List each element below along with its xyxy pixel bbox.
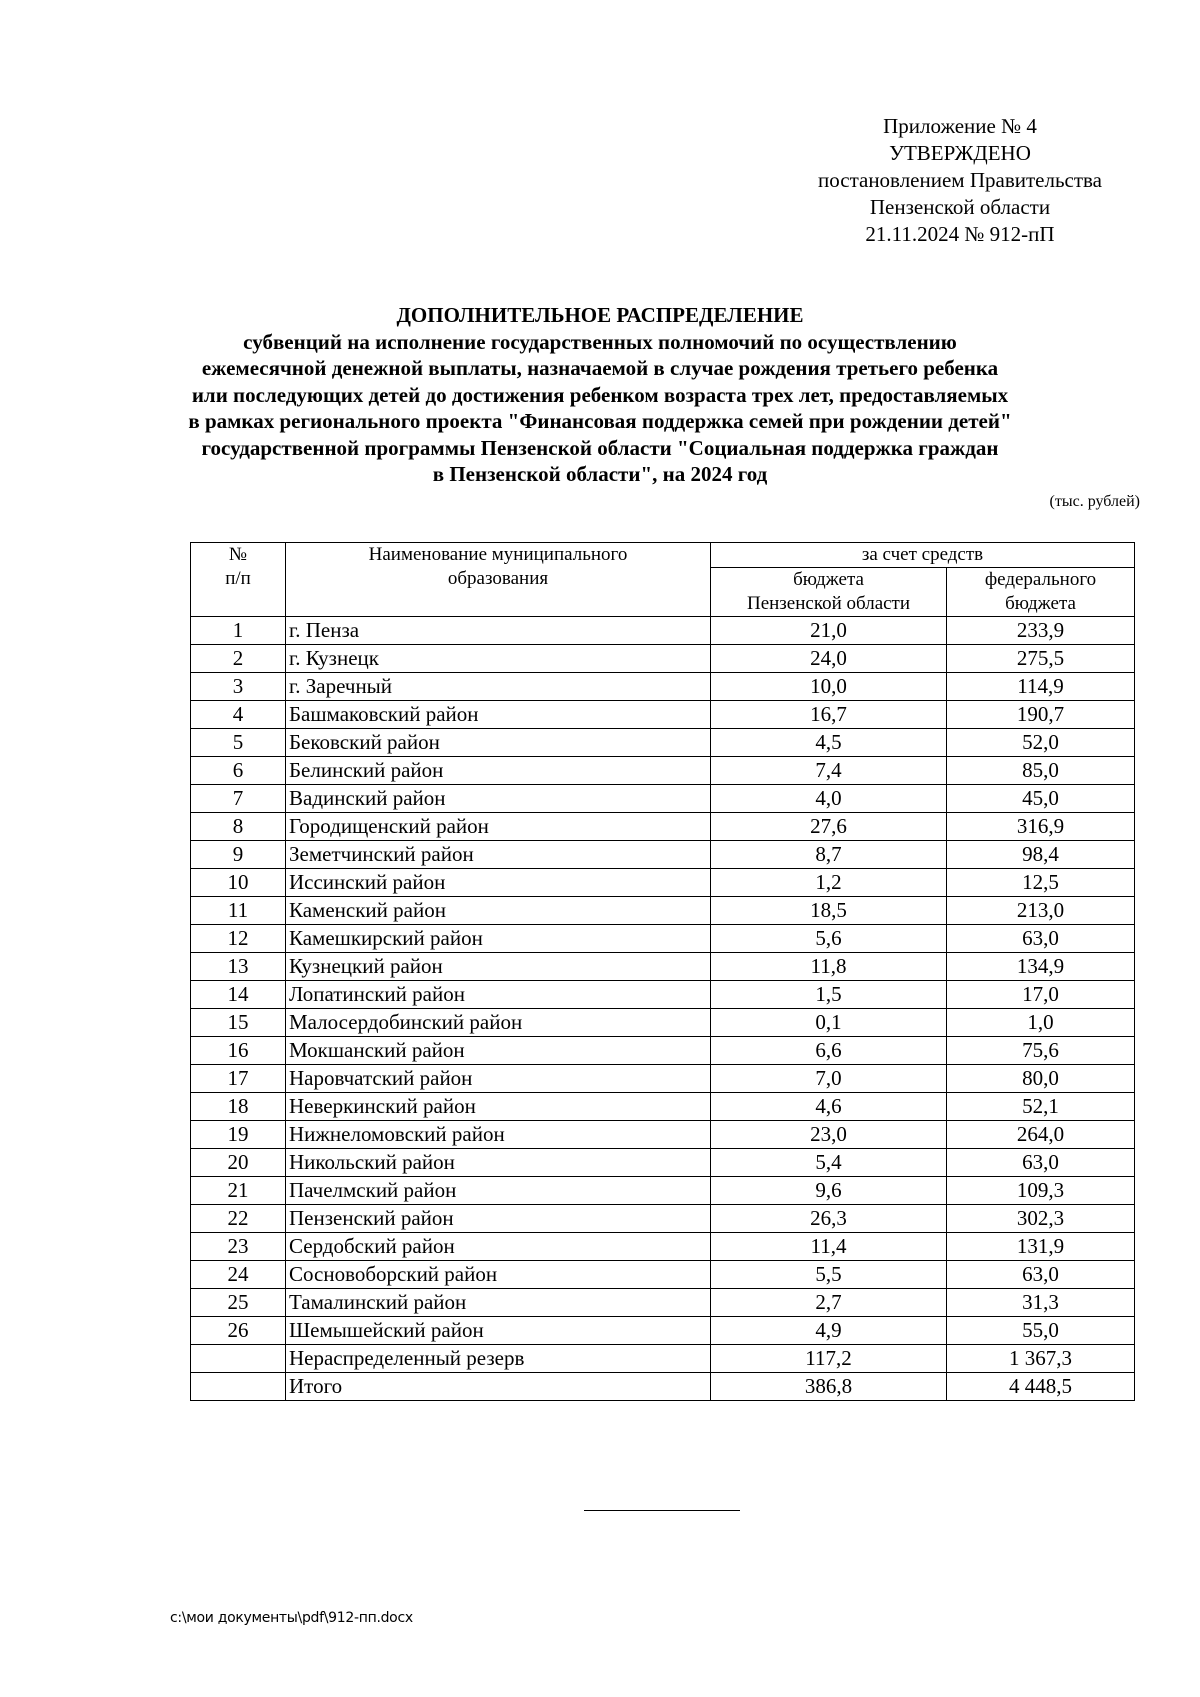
row-number: 2 — [191, 645, 286, 673]
row-regional-value: 18,5 — [711, 897, 947, 925]
row-number: 21 — [191, 1177, 286, 1205]
row-federal-value: 316,9 — [947, 813, 1135, 841]
table-row — [191, 1317, 1135, 1345]
table-row — [191, 813, 1135, 841]
row-regional-value: 6,6 — [711, 1037, 947, 1065]
row-regional-value: 8,7 — [711, 841, 947, 869]
table-row — [191, 1289, 1135, 1317]
table-row — [191, 1065, 1135, 1093]
row-name: Камешкирский район — [286, 925, 711, 953]
table-row — [191, 925, 1135, 953]
row-number: 22 — [191, 1205, 286, 1233]
row-number: 9 — [191, 841, 286, 869]
row-name: Мокшанский район — [286, 1037, 711, 1065]
row-federal-value: 114,9 — [947, 673, 1135, 701]
row-name: Вадинский район — [286, 785, 711, 813]
title-heading: ДОПОЛНИТЕЛЬНОЕ РАСПРЕДЕЛЕНИЕ — [396, 303, 804, 327]
table-row — [191, 673, 1135, 701]
row-regional-value: 2,7 — [711, 1289, 947, 1317]
title-line: ежемесячной денежной выплаты, назначаемой в случае рождения третьего ребенка — [201, 356, 999, 380]
row-name: Бековский район — [286, 729, 711, 757]
row-federal-value: 52,0 — [947, 729, 1135, 757]
row-name: Иссинский район — [286, 869, 711, 897]
row-number: 20 — [191, 1149, 286, 1177]
table-row — [191, 953, 1135, 981]
row-name: Каменский район — [286, 897, 711, 925]
table-row — [191, 1037, 1135, 1065]
approval-block — [760, 113, 1160, 248]
row-regional-value: 23,0 — [711, 1121, 947, 1149]
row-name: Белинский район — [286, 757, 711, 785]
row-federal-value: 302,3 — [947, 1205, 1135, 1233]
title-line: в рамках регионального проекта "Финансовая поддержка семей при рождении детей" — [188, 409, 1012, 433]
row-federal-value: 17,0 — [947, 981, 1135, 1009]
row-name: Малосердобинский район — [286, 1009, 711, 1037]
row-name: Земетчинский район — [286, 841, 711, 869]
row-regional-value: 5,6 — [711, 925, 947, 953]
header-regional: бюджета Пензенской области — [711, 568, 947, 617]
table-row — [191, 1345, 1135, 1373]
row-number: 13 — [191, 953, 286, 981]
row-regional-value: 7,0 — [711, 1065, 947, 1093]
row-number: 18 — [191, 1093, 286, 1121]
row-federal-value: 1 367,3 — [947, 1345, 1135, 1373]
row-number: 6 — [191, 757, 286, 785]
table-row — [191, 701, 1135, 729]
row-regional-value: 10,0 — [711, 673, 947, 701]
row-federal-value: 275,5 — [947, 645, 1135, 673]
row-federal-value: 63,0 — [947, 1261, 1135, 1289]
row-federal-value: 213,0 — [947, 897, 1135, 925]
table-row — [191, 645, 1135, 673]
table-row — [191, 617, 1135, 645]
row-federal-value: 55,0 — [947, 1317, 1135, 1345]
row-federal-value: 31,3 — [947, 1289, 1135, 1317]
row-name: Сердобский район — [286, 1233, 711, 1261]
table-row — [191, 1093, 1135, 1121]
title-line: в Пензенской области", на 2024 год — [432, 462, 768, 486]
approval-line: УТВЕРЖДЕНО — [889, 141, 1031, 165]
table-row — [191, 757, 1135, 785]
row-name: Городищенский район — [286, 813, 711, 841]
row-federal-value: 4 448,5 — [947, 1373, 1135, 1401]
row-name: Итого — [286, 1373, 711, 1401]
row-regional-value: 26,3 — [711, 1205, 947, 1233]
row-number: 16 — [191, 1037, 286, 1065]
row-regional-value: 11,8 — [711, 953, 947, 981]
row-number: 23 — [191, 1233, 286, 1261]
row-number: 8 — [191, 813, 286, 841]
approval-line: постановлением Правительства — [817, 168, 1102, 192]
row-regional-value: 24,0 — [711, 645, 947, 673]
row-federal-value: 12,5 — [947, 869, 1135, 897]
row-number: 1 — [191, 617, 286, 645]
table-row — [191, 1149, 1135, 1177]
row-name: г. Пенза — [286, 617, 711, 645]
row-number: 11 — [191, 897, 286, 925]
row-name: Никольский район — [286, 1149, 711, 1177]
distribution-table — [190, 542, 1135, 1401]
row-name: г. Заречный — [286, 673, 711, 701]
approval-line: Пензенской области — [869, 195, 1051, 219]
row-number: 26 — [191, 1317, 286, 1345]
table-row — [191, 841, 1135, 869]
file-path: c:\мои документы\pdf\912-пп.docx — [170, 1610, 413, 1626]
row-number: 25 — [191, 1289, 286, 1317]
header-source: за счет средств — [711, 543, 1135, 568]
row-federal-value: 63,0 — [947, 1149, 1135, 1177]
approval-line: 21.11.2024 № 912-пП — [865, 222, 1055, 246]
row-federal-value: 190,7 — [947, 701, 1135, 729]
row-regional-value: 386,8 — [711, 1373, 947, 1401]
row-regional-value: 4,6 — [711, 1093, 947, 1121]
row-federal-value: 131,9 — [947, 1233, 1135, 1261]
row-regional-value: 0,1 — [711, 1009, 947, 1037]
row-federal-value: 63,0 — [947, 925, 1135, 953]
table-row — [191, 1205, 1135, 1233]
row-number: 14 — [191, 981, 286, 1009]
row-federal-value: 75,6 — [947, 1037, 1135, 1065]
row-federal-value: 134,9 — [947, 953, 1135, 981]
header-federal: федерального бюджета — [947, 568, 1135, 617]
table-row — [191, 1233, 1135, 1261]
row-name: г. Кузнецк — [286, 645, 711, 673]
row-regional-value: 1,2 — [711, 869, 947, 897]
row-number: 19 — [191, 1121, 286, 1149]
row-federal-value: 85,0 — [947, 757, 1135, 785]
row-regional-value: 5,4 — [711, 1149, 947, 1177]
row-number: 12 — [191, 925, 286, 953]
row-name: Башмаковский район — [286, 701, 711, 729]
row-name: Нижнеломовский район — [286, 1121, 711, 1149]
table-row — [191, 1261, 1135, 1289]
table-row — [191, 1177, 1135, 1205]
row-federal-value: 52,1 — [947, 1093, 1135, 1121]
units-label: (тыс. рублей) — [1049, 493, 1140, 510]
separator-line — [584, 1510, 740, 1511]
table-row — [191, 1009, 1135, 1037]
row-name: Кузнецкий район — [286, 953, 711, 981]
title-line: субвенций на исполнение государственных полномочий по осуществлению — [243, 329, 957, 354]
row-regional-value: 4,0 — [711, 785, 947, 813]
row-regional-value: 21,0 — [711, 617, 947, 645]
row-regional-value: 16,7 — [711, 701, 947, 729]
row-regional-value: 27,6 — [711, 813, 947, 841]
table-row — [191, 1373, 1135, 1401]
table-body — [191, 617, 1135, 1401]
table-row — [191, 1121, 1135, 1149]
row-regional-value: 1,5 — [711, 981, 947, 1009]
row-name: Пензенский район — [286, 1205, 711, 1233]
row-federal-value: 264,0 — [947, 1121, 1135, 1149]
row-name: Сосновоборский район — [286, 1261, 711, 1289]
row-name: Тамалинский район — [286, 1289, 711, 1317]
row-number: 4 — [191, 701, 286, 729]
row-name: Наровчатский район — [286, 1065, 711, 1093]
table-row — [191, 869, 1135, 897]
row-federal-value: 80,0 — [947, 1065, 1135, 1093]
row-number: 5 — [191, 729, 286, 757]
row-number: 17 — [191, 1065, 286, 1093]
row-federal-value: 109,3 — [947, 1177, 1135, 1205]
row-federal-value: 233,9 — [947, 617, 1135, 645]
row-regional-value: 4,9 — [711, 1317, 947, 1345]
row-regional-value: 4,5 — [711, 729, 947, 757]
header-name: Наименование муниципального образования — [286, 543, 711, 617]
row-regional-value: 5,5 — [711, 1261, 947, 1289]
approval-line: Приложение № 4 — [883, 114, 1037, 138]
row-number: 3 — [191, 673, 286, 701]
row-regional-value: 7,4 — [711, 757, 947, 785]
row-name: Нераспределенный резерв — [286, 1345, 711, 1373]
row-federal-value: 98,4 — [947, 841, 1135, 869]
title-line: или последующих детей до достижения ребенком возраста трех лет, предоставляемых — [191, 382, 1009, 407]
row-number: 7 — [191, 785, 286, 813]
row-number: 24 — [191, 1261, 286, 1289]
table-row — [191, 897, 1135, 925]
row-number — [191, 1345, 286, 1373]
row-name: Неверкинский район — [286, 1093, 711, 1121]
row-number: 15 — [191, 1009, 286, 1037]
row-regional-value: 11,4 — [711, 1233, 947, 1261]
header-num: № п/п — [191, 543, 286, 617]
row-regional-value: 9,6 — [711, 1177, 947, 1205]
table-row — [191, 785, 1135, 813]
row-federal-value: 45,0 — [947, 785, 1135, 813]
row-number: 10 — [191, 869, 286, 897]
row-number — [191, 1373, 286, 1401]
title-line: государственной программы Пензенской области "Социальная поддержка граждан — [201, 435, 999, 460]
row-regional-value: 117,2 — [711, 1345, 947, 1373]
document-title — [100, 302, 1100, 488]
row-name: Пачелмский район — [286, 1177, 711, 1205]
row-name: Лопатинский район — [286, 981, 711, 1009]
table-row — [191, 981, 1135, 1009]
row-federal-value: 1,0 — [947, 1009, 1135, 1037]
table-row — [191, 729, 1135, 757]
row-name: Шемышейский район — [286, 1317, 711, 1345]
